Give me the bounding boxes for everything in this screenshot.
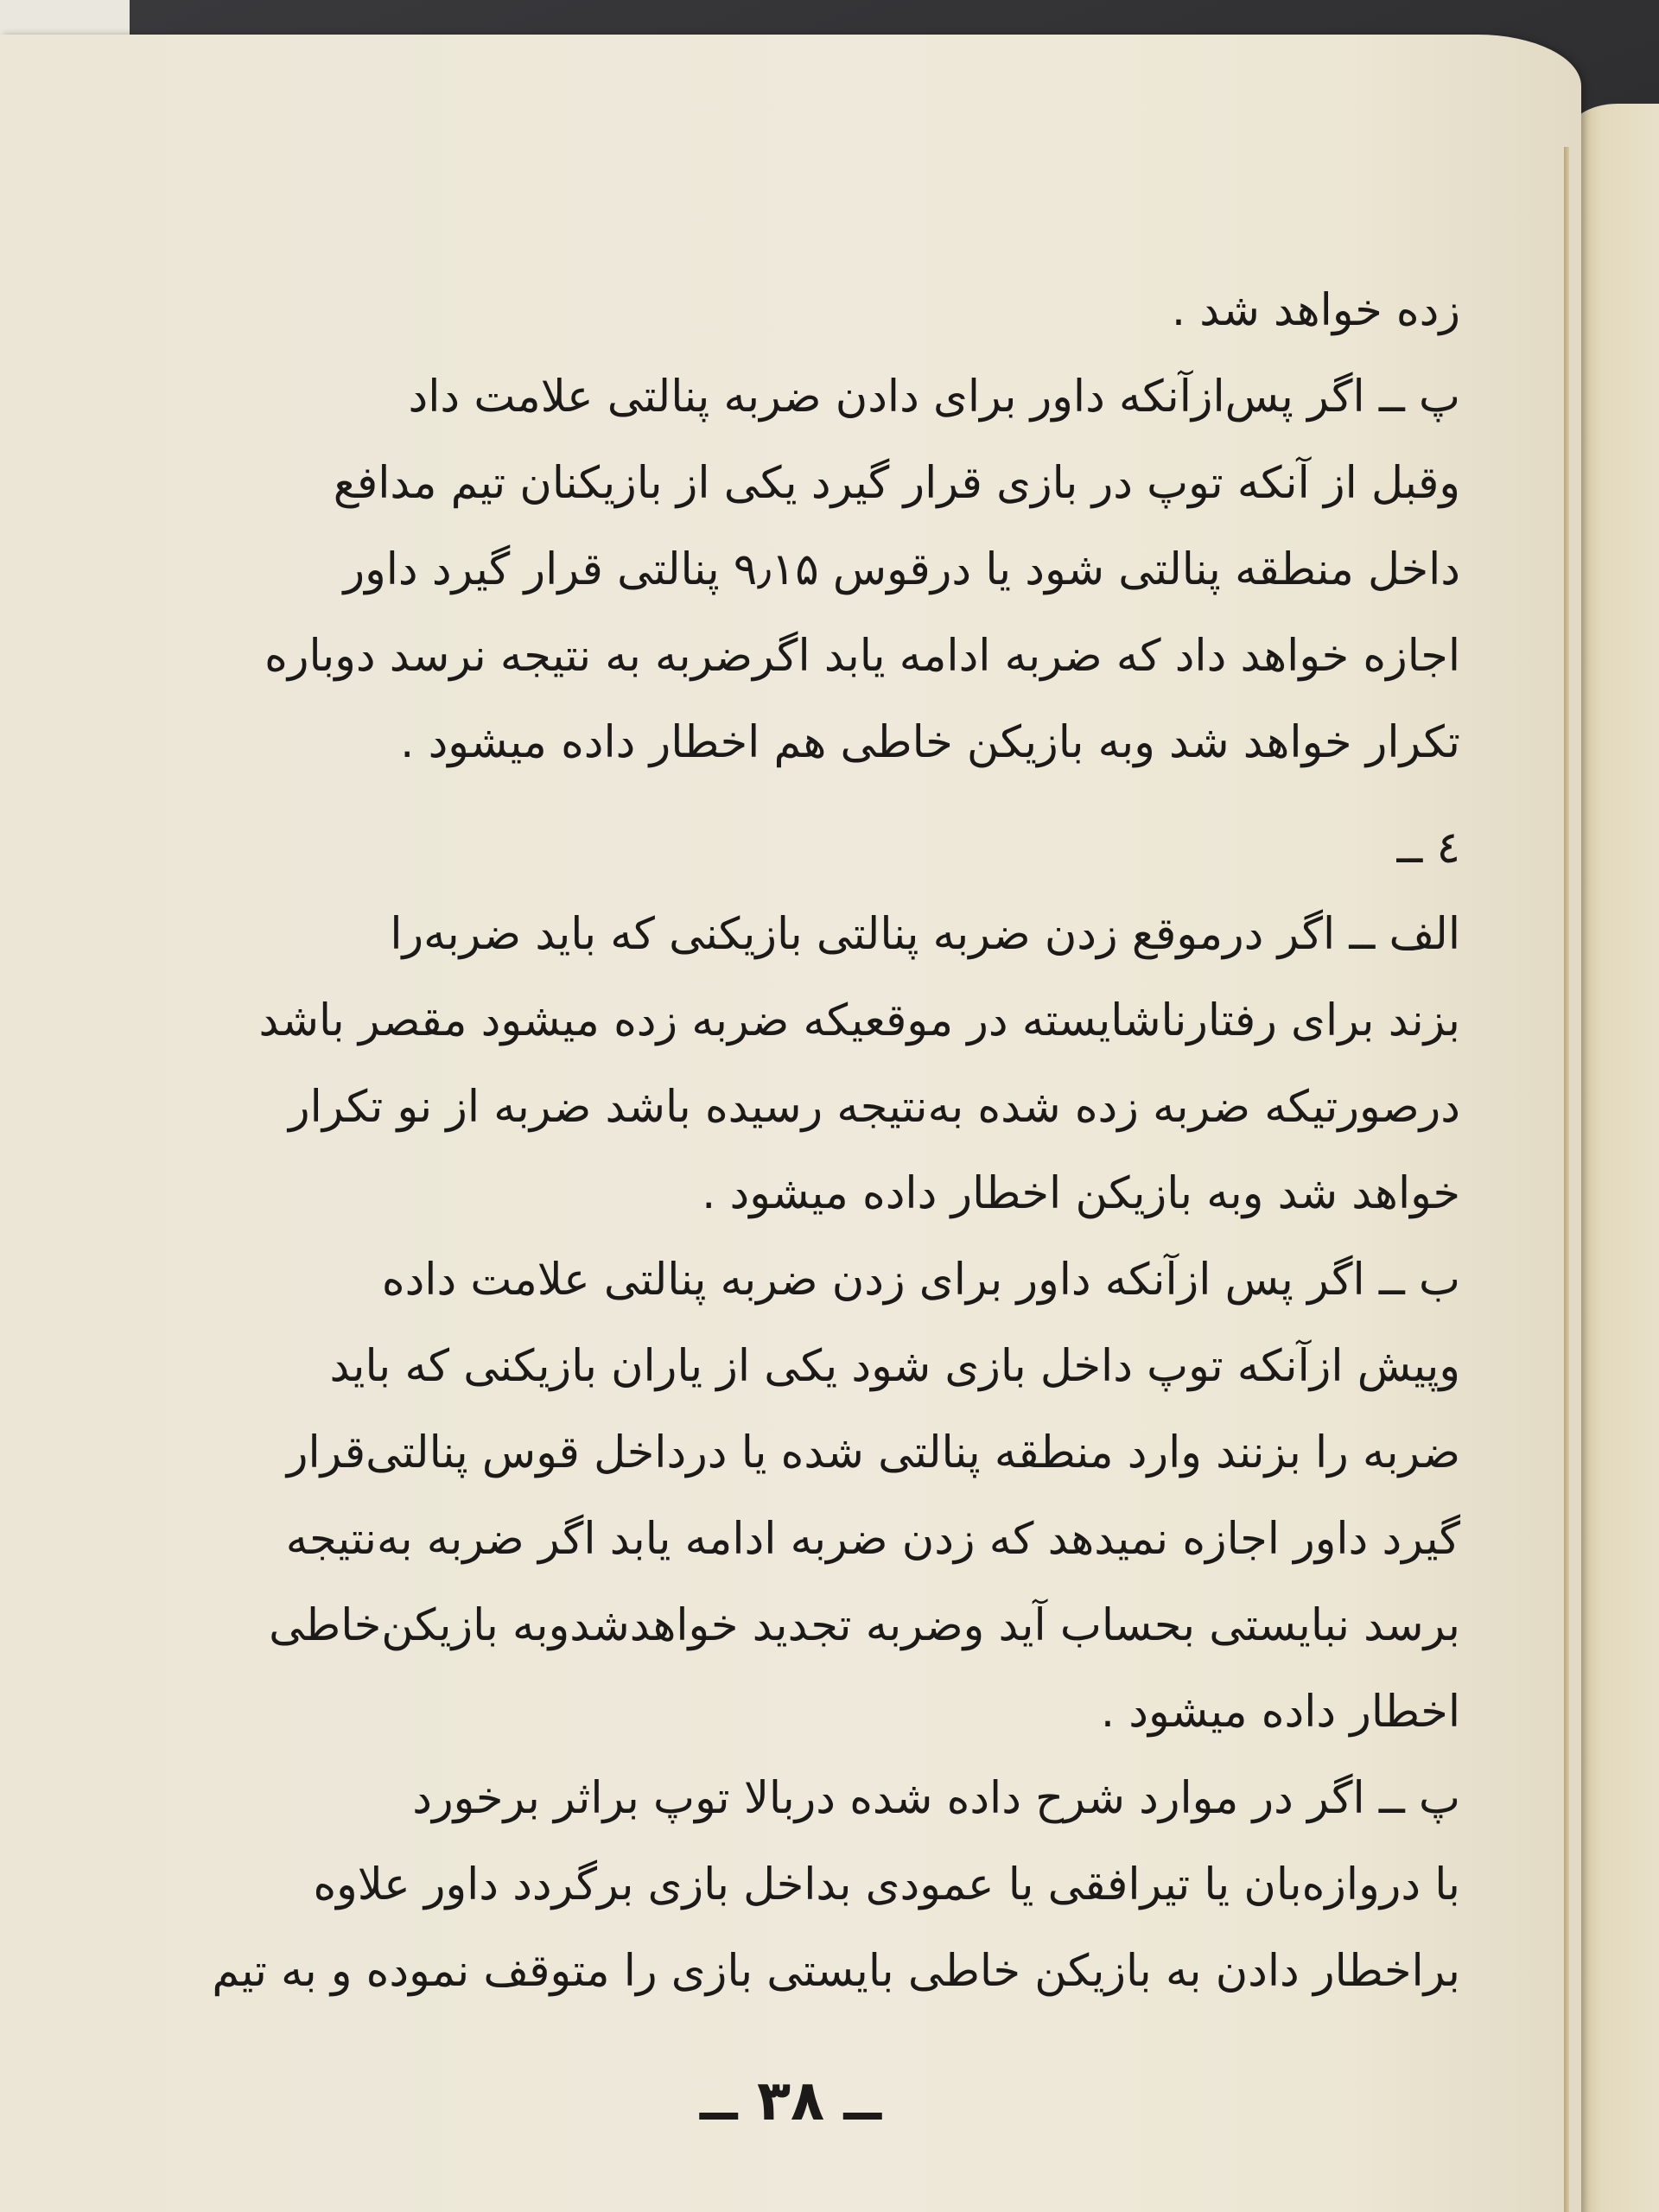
text-line: برسد نبایستی بحساب آید وضربه تجدید خواهدشدوبه بازیکن‌خاطی	[269, 1600, 1460, 1651]
text-line: با دروازه‌بان یا تیرافقی یا عمودی بداخل بازی برگردد داور علاوه	[313, 1859, 1460, 1910]
text-line: براخطار دادن به بازیکن خاطی بایستی بازی را متوقف نموده و به تیم	[212, 1946, 1460, 1997]
text-line: درصورتیکه ضربه زده شده به‌نتیجه رسیده باشد ضربه از نو تکرار	[289, 1082, 1460, 1133]
text-line: وقبل از آنکه توپ در بازی قرار گیرد یکی از بازیکنان تیم مدافع	[333, 458, 1460, 509]
text-line: بزند برای رفتارناشایسته در موقعیکه ضربه زده میشود مقصر باشد	[258, 995, 1460, 1046]
text-line: زده خواهد شد .	[1171, 285, 1460, 336]
paragraph-gap	[164, 786, 1460, 805]
page-number: ــ ۳۸ ــ	[699, 2069, 882, 2133]
text-line: الف ــ اگر درموقع زدن ضربه پنالتی بازیکنی که باید ضربه‌را	[390, 909, 1460, 960]
text-line: خواهد شد وبه بازیکن اخطار داده میشود .	[702, 1168, 1460, 1219]
text-line: داخل منطقه پنالتی شود یا درقوس ۹٫۱۵ پنالتی قرار گیرد داور	[343, 544, 1460, 595]
text-line: اخطار داده میشود .	[1100, 1687, 1460, 1738]
text-line: پ ــ اگر پس‌ازآنکه داور برای دادن ضربه پنالتی علامت داد	[408, 372, 1460, 423]
text-line: ضربه را بزنند وارد منطقه پنالتی شده یا درداخل قوس پنالتی‌قرار	[286, 1427, 1460, 1478]
text-line: ب ــ اگر پس ازآنکه داور برای زدن ضربه پنالتی علامت داده	[381, 1255, 1460, 1306]
text-line: پ ــ اگر در موارد شرح داده شده دربالا توپ براثر برخورد	[412, 1773, 1460, 1824]
book-page	[0, 35, 1581, 2212]
page-gutter	[1564, 147, 1569, 2212]
section-number: ٤ ــ	[1396, 823, 1460, 874]
text-line: وپیش ازآنکه توپ داخل بازی شود یکی از یاران بازیکنی که باید	[329, 1341, 1460, 1392]
page-body-text	[164, 268, 1460, 2015]
text-line: اجازه خواهد داد که ضربه ادامه یابد اگرضربه به نتیجه نرسد دوباره	[264, 631, 1460, 682]
text-line: تکرار خواهد شد وبه بازیکن خاطی هم اخطار داده میشود .	[400, 717, 1460, 768]
text-line: گیرد داور اجازه نمیدهد که زدن ضربه ادامه یابد اگر ضربه به‌نتیجه	[285, 1514, 1460, 1565]
